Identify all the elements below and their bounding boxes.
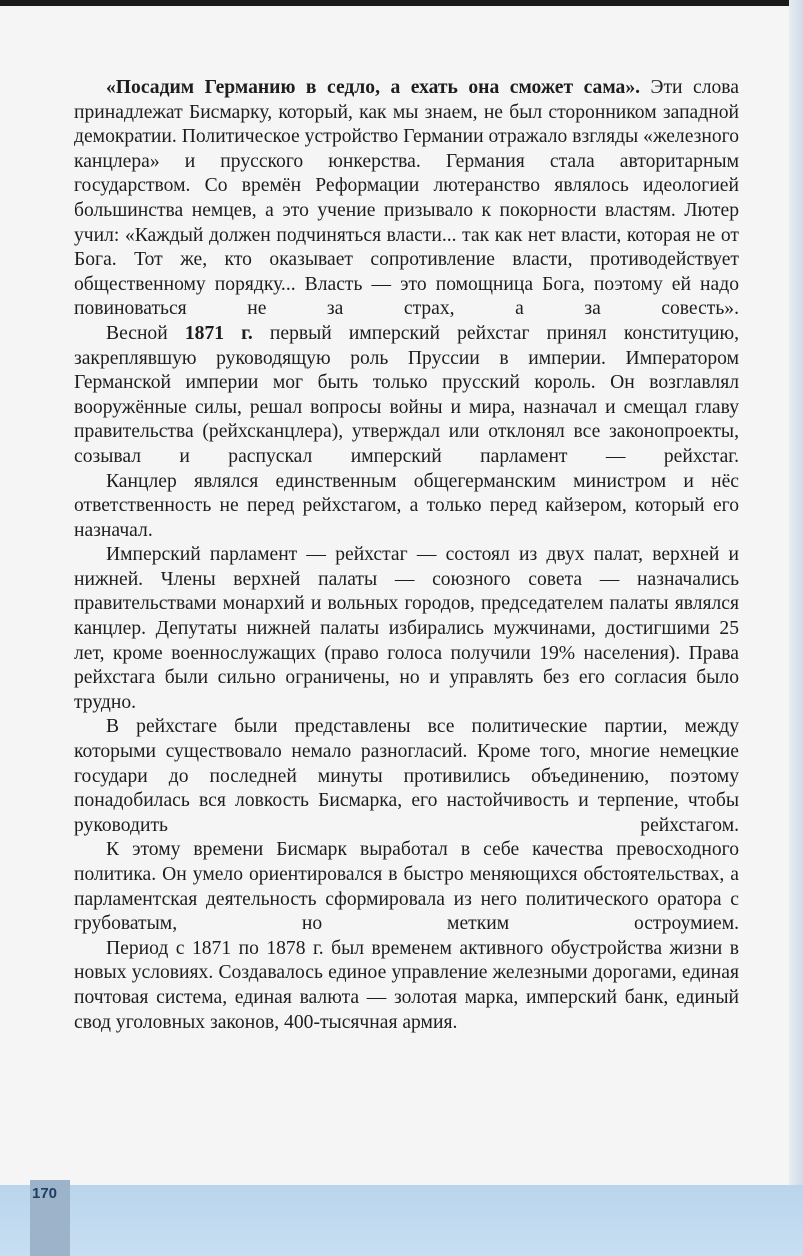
- page-footer-band: [0, 1185, 803, 1256]
- paragraph: [74, 76, 739, 322]
- paragraph: [74, 322, 739, 470]
- page-right-edge: [789, 0, 803, 1256]
- page-body: [74, 76, 739, 1035]
- paragraph-text: Период с 1871 по 1878 г. был временем активного обустройства жизни в новых условиях. Создавалось единое управление железными дорогами, единая почтовая система, единая валюта — золотая марка, имперский банк, единый свод уголовных законов, 400-тысячная армия.: [74, 937, 739, 1033]
- paragraph-text: Канцлер являлся единственным общегерманским министром и нёс ответственность не перед рейхстагом, а только перед кайзером, который его назначал.: [74, 470, 739, 541]
- paragraph-text: первый имперский рейхстаг принял конституцию, закреплявшую руководящую роль Пруссии в империи. Императором Германской империи мог быть только прусский король. Он возглавлял вооружённые силы, решал вопросы войны и мира, назначал и смещал главу правительства (рейхсканцлера), утверждал или отклонял все законопроекты, созывал и распускал имперский парламент — рейхстаг.: [74, 322, 739, 467]
- paragraph-text: Имперский парламент — рейхстаг — состоял из двух палат, верхней и нижней. Члены верхней палаты — союзного совета — назначались правительствами монархий и вольных городов, председателем палаты являлся канцлер. Депутаты нижней палаты избирались мужчинами, достигшими 25 лет, кроме военнослужащих (право голоса получили 19% населения). Права рейхстага были сильно ограничены, но и управлять без его согласия было трудно.: [74, 544, 739, 713]
- paragraph-bold: «Посадим Германию в седло, а ехать она сможет сама».: [106, 77, 641, 98]
- paragraph-text: К этому времени Бисмарк выработал в себе качества превосходного политика. Он умело ориентировался в быстро меняющихся обстоятельствах, а парламентская деятельность сформировала из него политического оратора с грубоватым, но метким остроумием.: [74, 839, 739, 935]
- paragraph-text: В рейхстаге были представлены все политические партии, между которыми существовало немало разногласий. Кроме того, многие немецкие государи до последней минуты противились объединению, поэтому понадобилась вся ловкость Бисмарка, его настойчивость и терпение, чтобы руководить рейхстагом.: [74, 716, 739, 836]
- paragraph-bold: 1871 г.: [184, 322, 253, 344]
- paragraph: [74, 838, 739, 936]
- paragraph: [74, 715, 739, 838]
- paragraph: [74, 470, 739, 544]
- paragraph-pre: Весной: [106, 322, 185, 344]
- paragraph: [74, 543, 739, 715]
- paragraph-text: Эти слова принадлежат Бисмарку, который, как мы знаем, не был сторонником западной демократии. Политическое устройство Германии отражало взгляды «железного канцлера» и прусского юнкерства. Германия стала авторитарным государством. Со времён Реформации лютеранство являлось идеологией большинства немцев, а это учение призывало к покорности властям. Лютер учил: «Каждый должен подчиняться власти... так как нет власти, которая не от Бога. Тот же, кто оказывает сопротивление власти, противодействует общественному порядку... Власть — это помощница Бога, поэтому ей надо повиноваться не за страх, а за совесть».: [74, 77, 739, 320]
- paragraph: [74, 937, 739, 1035]
- page-top-edge: [0, 0, 803, 6]
- page-number: 170: [32, 1185, 58, 1202]
